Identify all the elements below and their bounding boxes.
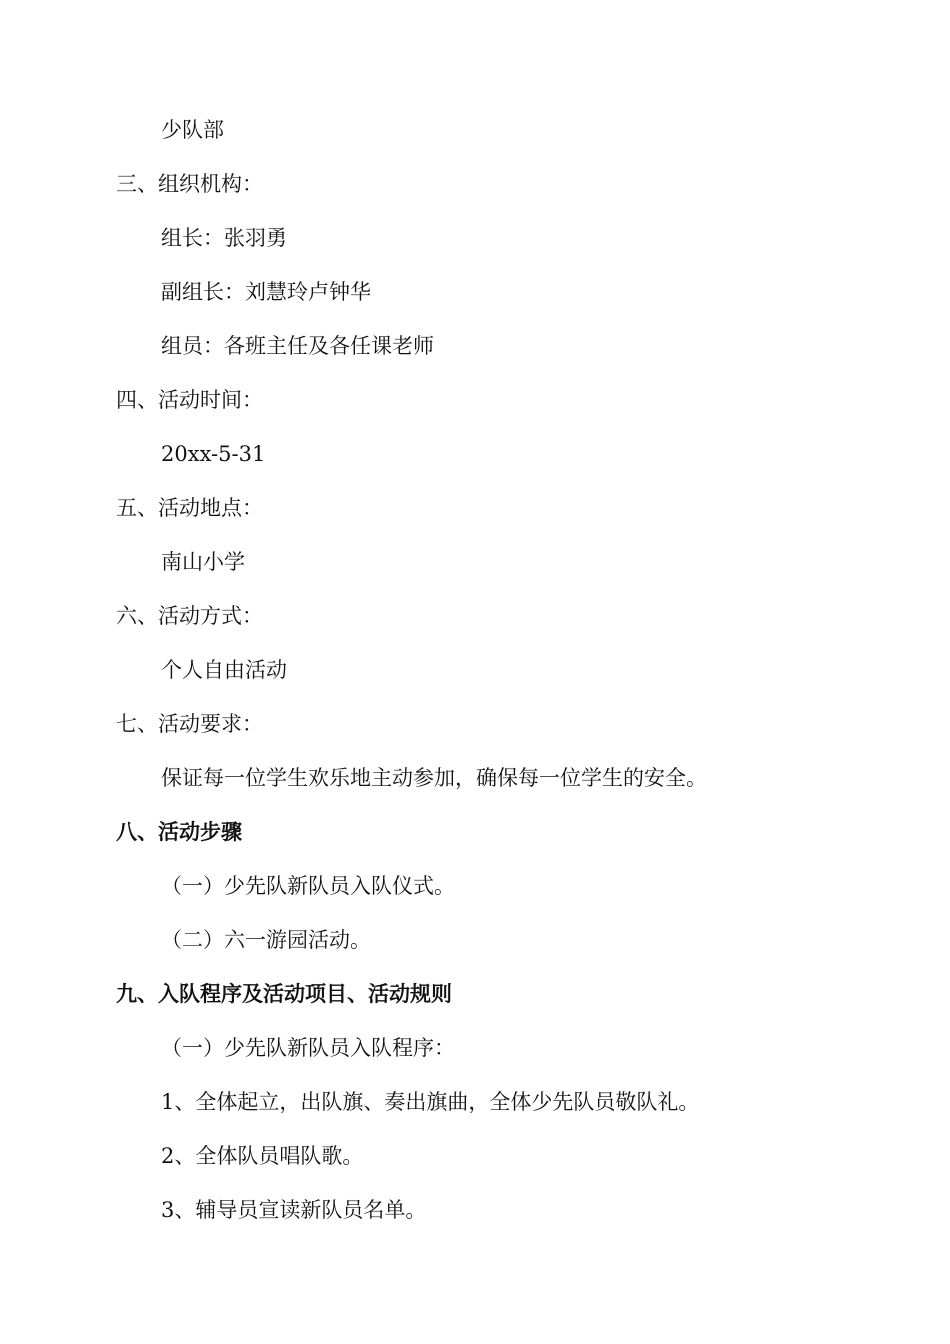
requirements-text: 保证每一位学生欢乐地主动参加，确保每一位学生的安全。	[161, 766, 707, 790]
procedure-item-3: 3、辅导员宣读新队员名单。	[161, 1198, 427, 1222]
section-heading-time: 四、活动时间：	[116, 388, 263, 412]
deputy-leader-text: 副组长：刘慧玲卢钟华	[161, 280, 371, 304]
procedure-subheading: （一）少先队新队员入队程序：	[161, 1036, 455, 1060]
method-text: 个人自由活动	[161, 658, 287, 682]
procedure-item-1: 1、全体起立，出队旗、奏出旗曲，全体少先队员敬队礼。	[161, 1090, 700, 1114]
section-heading-organization: 三、组织机构：	[116, 172, 263, 196]
section-heading-location: 五、活动地点：	[116, 496, 263, 520]
location-text: 南山小学	[161, 550, 245, 574]
section-heading-requirements: 七、活动要求：	[116, 712, 263, 736]
procedure-item-2: 2、全体队员唱队歌。	[161, 1144, 364, 1168]
activity-date-text: 20xx-5-31	[161, 442, 266, 466]
section-heading-procedure: 九、入队程序及活动项目、活动规则	[116, 982, 452, 1006]
members-text: 组员：各班主任及各任课老师	[161, 334, 434, 358]
leader-text: 组长：张羽勇	[161, 226, 287, 250]
section-heading-steps: 八、活动步骤	[116, 820, 242, 844]
step-one-text: （一）少先队新队员入队仪式。	[161, 874, 455, 898]
step-two-text: （二）六一游园活动。	[161, 928, 371, 952]
org-department-text: 少队部	[161, 118, 224, 142]
section-heading-method: 六、活动方式：	[116, 604, 263, 628]
